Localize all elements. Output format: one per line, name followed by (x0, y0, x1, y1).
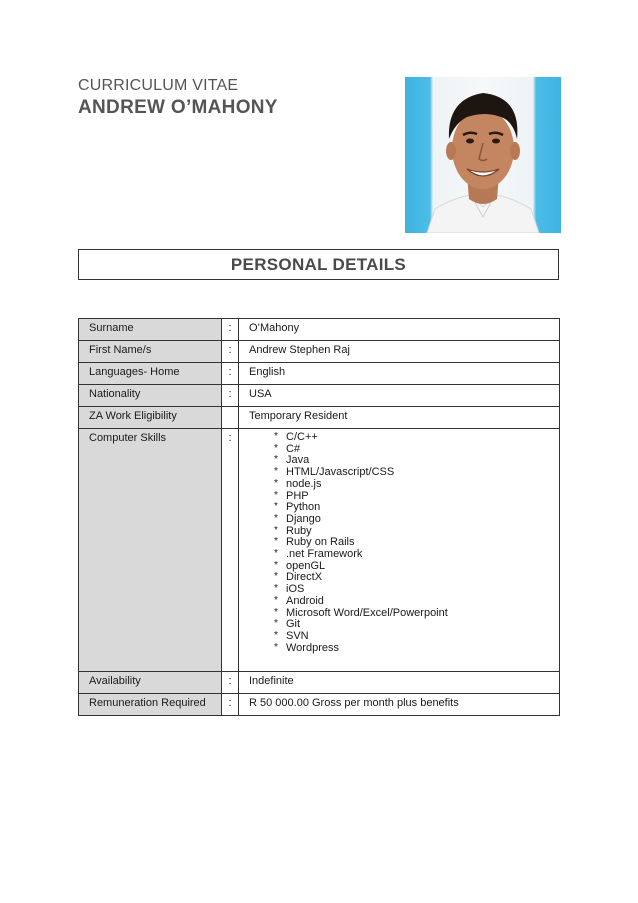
portrait-photo (405, 77, 561, 233)
skill-item: * SVN (274, 631, 559, 643)
row-label: Surname (79, 319, 222, 341)
row-separator: : (222, 694, 239, 716)
row-label: Languages- Home (79, 363, 222, 385)
row-value: R 50 000.00 Gross per month plus benefits (239, 694, 560, 716)
skill-item: * C/C++ (274, 432, 559, 444)
skill-item: * Ruby (274, 526, 559, 538)
skill-item: * C# (274, 444, 559, 456)
skill-item: * Microsoft Word/Excel/Powerpoint (274, 608, 559, 620)
skill-item: * HTML/Javascript/CSS (274, 467, 559, 479)
skill-item: * PHP (274, 491, 559, 503)
skill-item: * Ruby on Rails (274, 537, 559, 549)
skill-item: * .net Framework (274, 549, 559, 561)
row-label: Availability (79, 672, 222, 694)
row-value: English (239, 363, 560, 385)
row-label: Nationality (79, 385, 222, 407)
skill-item: * iOS (274, 584, 559, 596)
table-row (79, 341, 560, 363)
row-separator: : (222, 385, 239, 407)
table-row (79, 385, 560, 407)
row-separator: : (222, 672, 239, 694)
row-value: USA (239, 385, 560, 407)
skill-item: * Git (274, 619, 559, 631)
row-separator (222, 407, 239, 429)
skill-item: * Python (274, 502, 559, 514)
row-separator: : (222, 319, 239, 341)
skills-list (249, 432, 559, 654)
row-value: Indefinite (239, 672, 560, 694)
row-label: ZA Work Eligibility (79, 407, 222, 429)
section-title-personal-details: PERSONAL DETAILS (78, 249, 559, 280)
table-row (79, 363, 560, 385)
table-row (79, 319, 560, 341)
personal-details-table (78, 318, 560, 716)
table-row (79, 672, 560, 694)
table-row (79, 407, 560, 429)
table-row-computer-skills (79, 429, 560, 672)
row-label: Computer Skills (79, 429, 222, 672)
skill-item: * DirectX (274, 572, 559, 584)
skill-item: * Wordpress (274, 643, 559, 655)
skill-item: * Android (274, 596, 559, 608)
skill-item: * openGL (274, 561, 559, 573)
row-label: First Name/s (79, 341, 222, 363)
row-separator: : (222, 341, 239, 363)
skills-cell (239, 429, 560, 672)
skill-item: * node.js (274, 479, 559, 491)
cv-heading: CURRICULUM VITAE (78, 77, 239, 94)
row-value: Temporary Resident (239, 407, 560, 429)
table-row (79, 694, 560, 716)
row-separator: : (222, 363, 239, 385)
row-label: Remuneration Required (79, 694, 222, 716)
candidate-name: ANDREW O’MAHONY (78, 97, 278, 118)
row-value: Andrew Stephen Raj (239, 341, 560, 363)
row-separator: : (222, 429, 239, 672)
skill-item: * Java (274, 455, 559, 467)
row-value: O’Mahony (239, 319, 560, 341)
skill-item: * Django (274, 514, 559, 526)
